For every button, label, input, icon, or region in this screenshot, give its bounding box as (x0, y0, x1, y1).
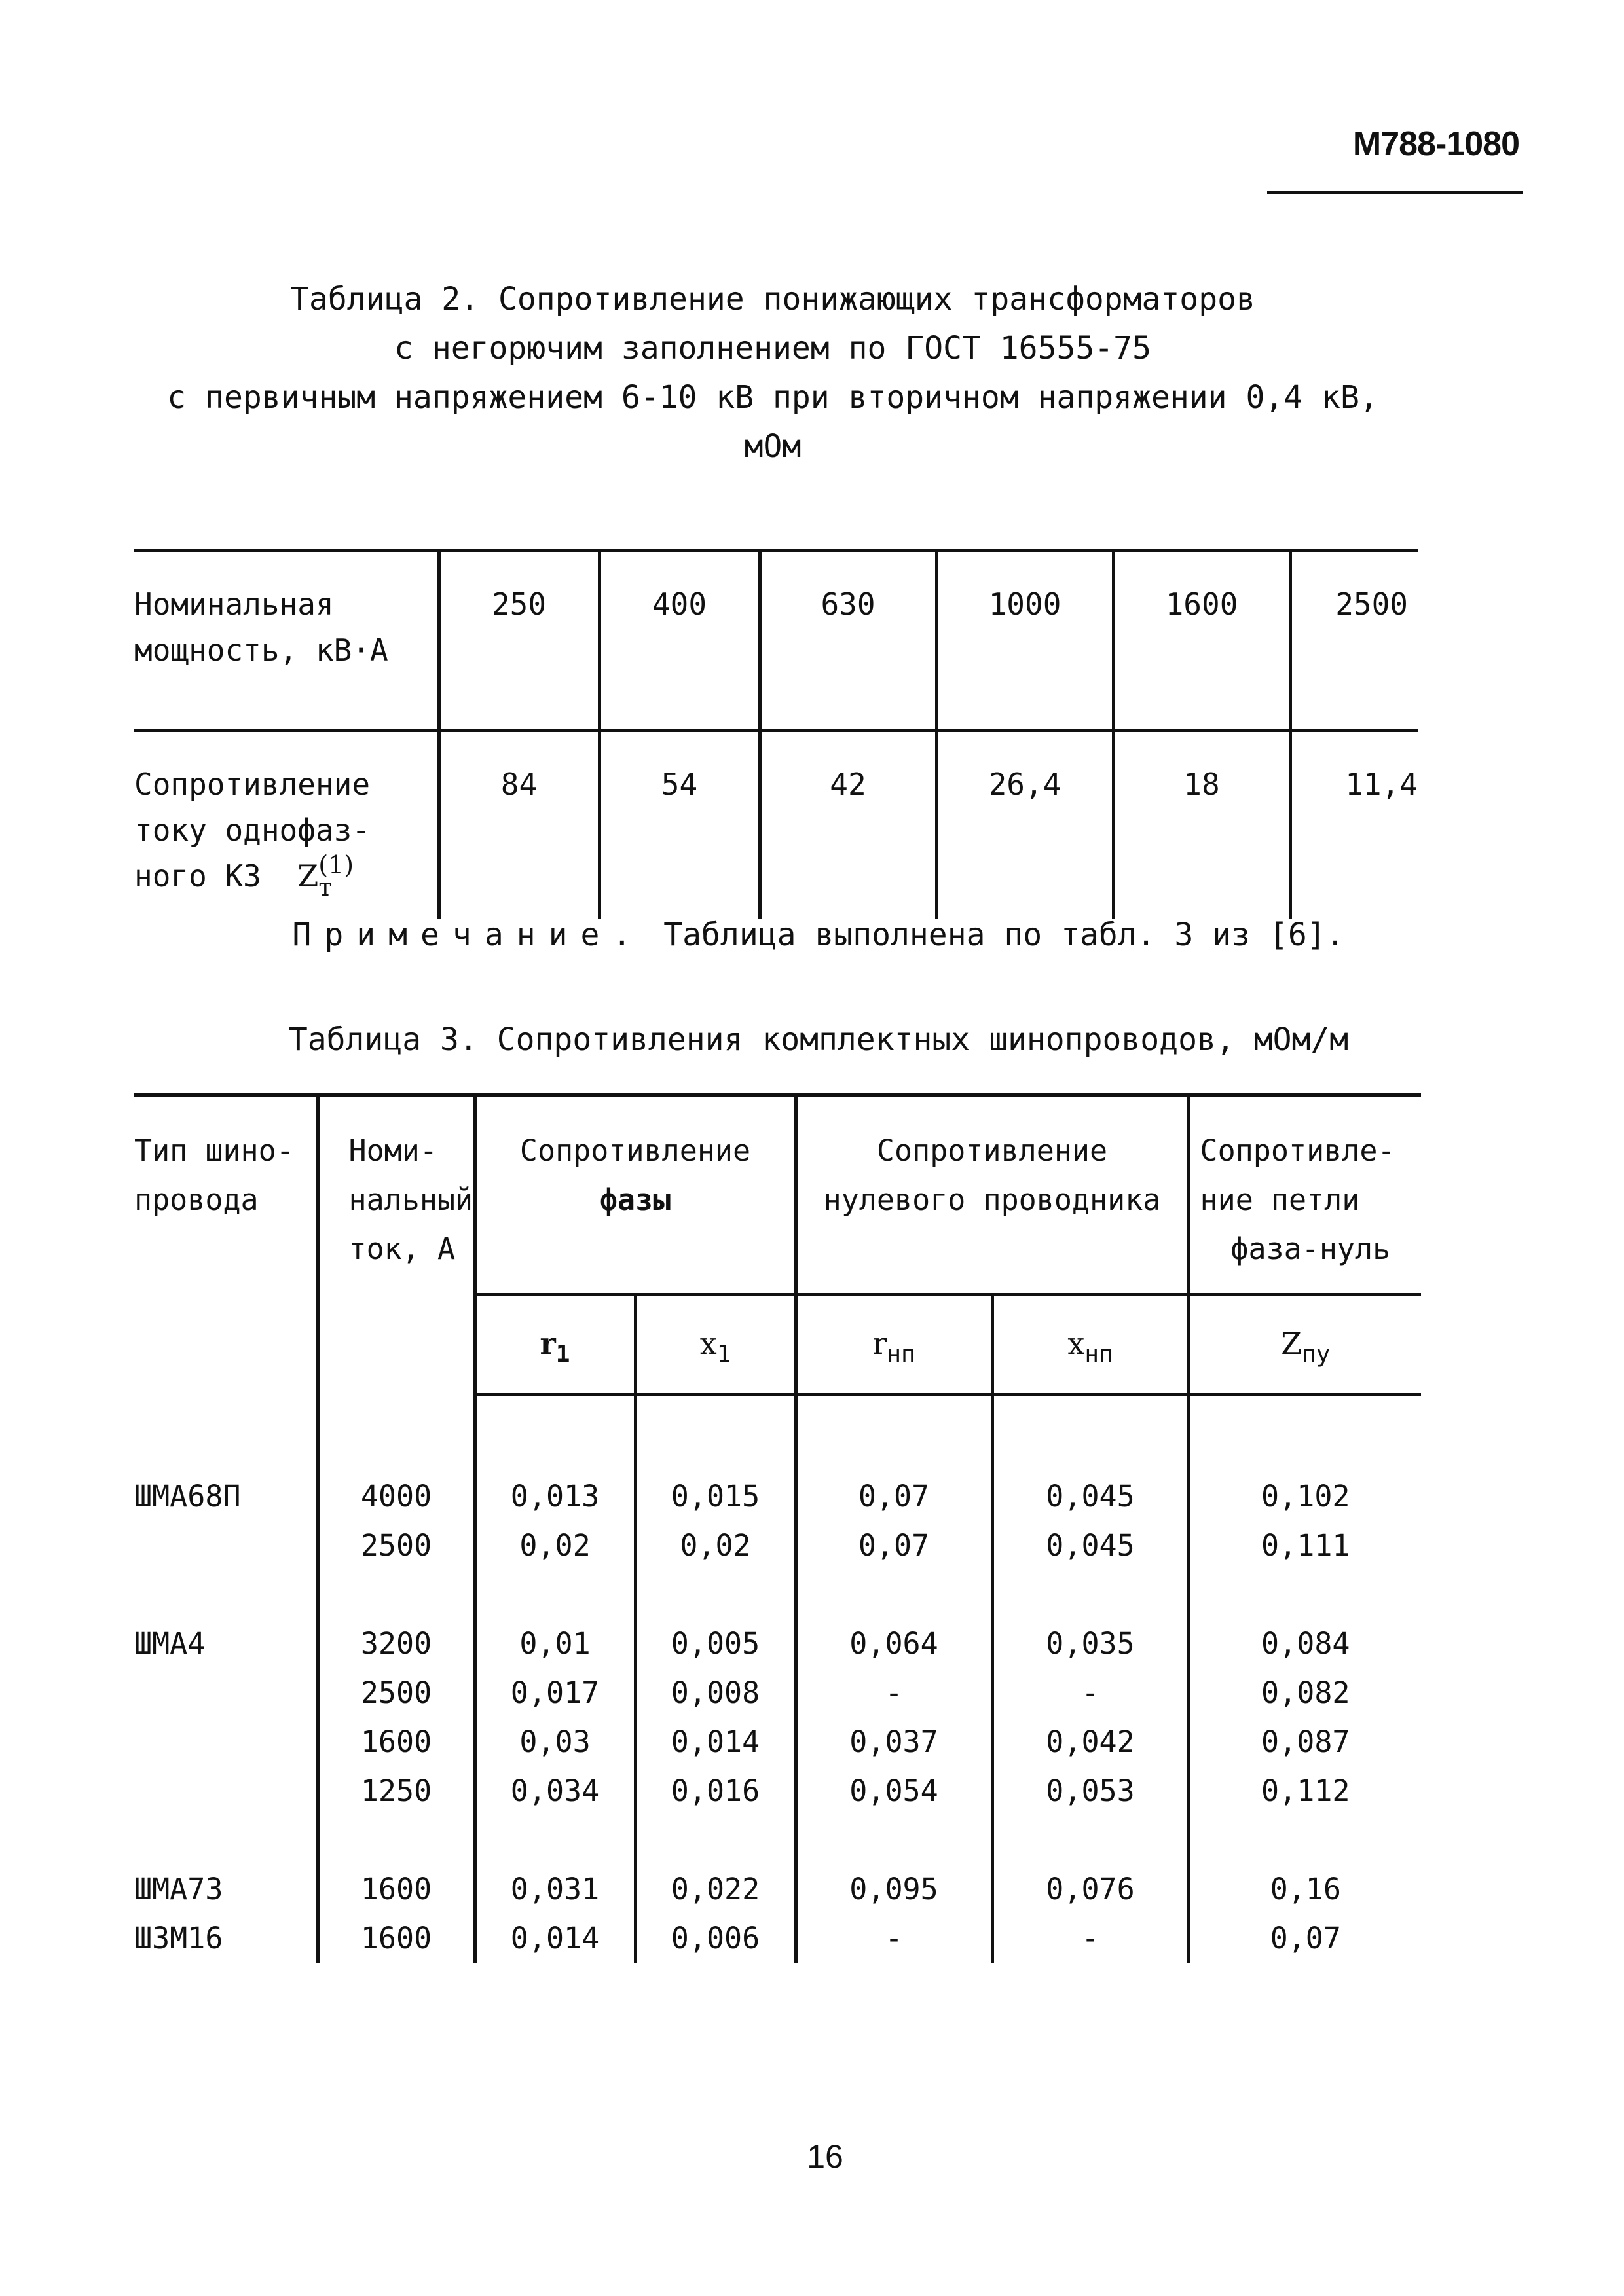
table2-title-line-4: мОм (744, 428, 802, 465)
table3-spacer-cell (635, 1395, 796, 1472)
rated-current-cell: 1600 (318, 1865, 475, 1914)
resistance-cell: 0,02 (475, 1521, 635, 1570)
resistance-cell: 0,053 (992, 1766, 1189, 1815)
rated-current-cell: 1600 (318, 1717, 475, 1766)
note-label: Примечание. (292, 917, 645, 953)
table2-title (98, 275, 1447, 471)
table-row (134, 1914, 1421, 1963)
table3-head-neutral-line: нулевого проводника (823, 1182, 1161, 1217)
table3-spacer-cell (992, 1395, 1189, 1472)
resistance-cell: 0,084 (1189, 1619, 1421, 1668)
table2-row-power-label (134, 551, 439, 731)
table3-head-type-line: провода (134, 1182, 259, 1217)
table-row (134, 1668, 1421, 1717)
resistance-cell: 0,082 (1189, 1668, 1421, 1717)
table3-spacer-cell (796, 1815, 992, 1865)
busbar-type: ШМА73 (134, 1872, 223, 1906)
table3-subhead-zpu: $Z_{пу}$ (1189, 1295, 1421, 1395)
table3-spacer-cell (1189, 1395, 1421, 1472)
table3-head-current-line: нальный (348, 1182, 473, 1217)
table3-spacer-cell (475, 1395, 635, 1472)
busbar-type: ШЗМ16 (134, 1921, 223, 1956)
table3-subhead-x1: $x_1$ (635, 1295, 796, 1395)
table-row (134, 1472, 1421, 1521)
resistance-cell: 0,006 (635, 1914, 796, 1963)
resistance-cell: - (796, 1914, 992, 1963)
resistance-cell: 0,014 (635, 1717, 796, 1766)
rated-current-cell: 2500 (318, 1668, 475, 1717)
table2-row-power-label-line: Номинальная (134, 587, 334, 622)
table3-spacer-cell (796, 1570, 992, 1619)
resistance-cell: 0,095 (796, 1865, 992, 1914)
busbar-type: ШМА68П (134, 1479, 241, 1514)
table2-title-line-1: Таблица 2. Сопротивление понижающих трансформаторов (290, 281, 1255, 318)
resistance-cell: 0,016 (635, 1766, 796, 1815)
table3-spacer-row (134, 1570, 1421, 1619)
table2-row-resistance-label (134, 731, 439, 919)
table2-cell: 1600 (1113, 551, 1290, 731)
table3-subhead-xnp: $x_{нп}$ (992, 1295, 1189, 1395)
table3-spacer-cell (475, 1815, 635, 1865)
table3-head-loop-line: фаза-нуль (1230, 1231, 1391, 1266)
busbar-type (134, 1766, 318, 1815)
table-row (134, 1865, 1421, 1914)
resistance-cell: 0,013 (475, 1472, 635, 1521)
note-text: Таблица выполнена по табл. 3 из [6]. (663, 917, 1345, 953)
table2-cell: 250 (439, 551, 599, 731)
resistance-cell: 0,005 (635, 1619, 796, 1668)
table2-cell: 2500 (1290, 551, 1418, 731)
resistance-cell: 0,16 (1189, 1865, 1421, 1914)
transformer-resistance-table (134, 549, 1418, 919)
table3-spacer-row (134, 1395, 1421, 1472)
table2-title-line-2: с негорючим заполнением по ГОСТ 16555-75 (394, 330, 1151, 367)
document-code-underline (1267, 191, 1522, 194)
resistance-cell: 0,02 (635, 1521, 796, 1570)
busbar-type (134, 1521, 318, 1570)
resistance-cell: 0,045 (992, 1521, 1189, 1570)
table-row (134, 1619, 1421, 1668)
table2-row-resistance-label-line: Сопротивление (134, 767, 371, 802)
table3-head-neutral-line: Сопротивление (876, 1133, 1108, 1168)
table2-row-resistance (134, 731, 1418, 919)
resistance-cell: 0,01 (475, 1619, 635, 1668)
table2-row-resistance-label-line: току однофаз- (134, 812, 371, 848)
rated-current-cell: 1250 (318, 1766, 475, 1815)
resistance-cell: - (992, 1914, 1189, 1963)
resistance-cell: 0,014 (475, 1914, 635, 1963)
resistance-cell: 0,034 (475, 1766, 635, 1815)
table3-spacer-cell (796, 1395, 992, 1472)
zt-symbol-indices (318, 850, 354, 902)
table3-spacer-cell (992, 1815, 1189, 1865)
table3-head-phase-line: фазы (599, 1182, 671, 1217)
table3-spacer-cell (134, 1395, 318, 1472)
resistance-cell: - (992, 1668, 1189, 1717)
table3-head-current (318, 1095, 475, 1395)
resistance-cell: 0,017 (475, 1668, 635, 1717)
table-row (134, 1717, 1421, 1766)
busbar-type (134, 1717, 318, 1766)
table2-note (98, 917, 1539, 953)
resistance-cell: 0,045 (992, 1472, 1189, 1521)
resistance-cell: - (796, 1668, 992, 1717)
table3-spacer-cell (134, 1570, 318, 1619)
table-row (134, 1521, 1421, 1570)
table3-spacer-cell (635, 1815, 796, 1865)
table3-head-phase (475, 1095, 796, 1295)
resistance-cell: 0,031 (475, 1865, 635, 1914)
resistance-cell: 0,008 (635, 1668, 796, 1717)
table3-body (134, 1395, 1421, 1963)
table2-cell: 54 (599, 731, 760, 919)
table3-title: Таблица 3. Сопротивления комплектных шинопроводов, мОм/м (288, 1021, 1349, 1058)
table2-cell: 1000 (936, 551, 1113, 731)
resistance-cell: 0,035 (992, 1619, 1189, 1668)
resistance-cell: 0,087 (1189, 1717, 1421, 1766)
table3-subhead-r1: $r_1$ (475, 1295, 635, 1395)
zt-symbol-sub: т (318, 873, 333, 902)
table2-cell: 26,4 (936, 731, 1113, 919)
table3-head-current-line: ток, А (348, 1231, 456, 1266)
document-code: М788-1080 (1352, 125, 1519, 163)
table3-head-loop (1189, 1095, 1421, 1295)
table3-head-type-line: Тип шино- (134, 1133, 294, 1168)
table3-spacer-cell (1189, 1570, 1421, 1619)
resistance-cell: 0,064 (796, 1619, 992, 1668)
table2-row-power-label-line: мощность, кВ·А (134, 632, 388, 668)
rated-current-cell: 2500 (318, 1521, 475, 1570)
table2-cell: 11,4 (1290, 731, 1418, 919)
table3-spacer-cell (318, 1395, 475, 1472)
resistance-cell: 0,07 (796, 1521, 992, 1570)
table3-spacer-cell (635, 1570, 796, 1619)
table2-cell: 400 (599, 551, 760, 731)
zt-symbol-base: Z (297, 858, 319, 894)
table-row (134, 1766, 1421, 1815)
table2-title-line-3: с первичным напряжением 6-10 кВ при вторичном напряжении 0,4 кВ, (167, 379, 1378, 416)
table2-cell: 18 (1113, 731, 1290, 919)
table2-row-power (134, 551, 1418, 731)
table3-spacer-cell (1189, 1815, 1421, 1865)
page-number: 16 (807, 2138, 843, 2175)
busbar-type: ШМА4 (134, 1626, 206, 1661)
table3-spacer-cell (318, 1815, 475, 1865)
table2-row-resistance-label-line (134, 850, 437, 902)
table3-spacer-cell (992, 1570, 1189, 1619)
resistance-cell: 0,037 (796, 1717, 992, 1766)
table3-spacer-cell (134, 1815, 318, 1865)
table3-spacer-row (134, 1815, 1421, 1865)
table2-cell: 42 (760, 731, 936, 919)
busbar-resistance-table (134, 1093, 1421, 1963)
table3-head-loop-line: ние петли (1200, 1182, 1360, 1217)
table2-cell: 630 (760, 551, 936, 731)
resistance-cell: 0,111 (1189, 1521, 1421, 1570)
table3-head-neutral (796, 1095, 1189, 1295)
table3-head-type (134, 1095, 318, 1395)
rated-current-cell: 4000 (318, 1472, 475, 1521)
table3-head-phase-line: Сопротивление (519, 1133, 751, 1168)
table3-head-current-line: Номи- (348, 1133, 437, 1168)
rated-current-cell: 1600 (318, 1914, 475, 1963)
resistance-cell: 0,102 (1189, 1472, 1421, 1521)
table2-cell: 84 (439, 731, 599, 919)
resistance-cell: 0,042 (992, 1717, 1189, 1766)
table3-header-row (134, 1095, 1421, 1295)
busbar-type (134, 1668, 318, 1717)
resistance-cell: 0,07 (796, 1472, 992, 1521)
resistance-cell: 0,022 (635, 1865, 796, 1914)
zt-symbol (297, 850, 354, 902)
table3-subhead-rnp: $r_{нп}$ (796, 1295, 992, 1395)
table3-spacer-cell (475, 1570, 635, 1619)
rated-current-cell: 3200 (318, 1619, 475, 1668)
table2-row-resistance-label-text: ного КЗ (134, 858, 261, 894)
resistance-cell: 0,054 (796, 1766, 992, 1815)
table3-spacer-cell (318, 1570, 475, 1619)
zt-symbol-sup: (1) (318, 850, 354, 879)
resistance-cell: 0,076 (992, 1865, 1189, 1914)
resistance-cell: 0,07 (1189, 1914, 1421, 1963)
resistance-cell: 0,03 (475, 1717, 635, 1766)
resistance-cell: 0,015 (635, 1472, 796, 1521)
table3-head-loop-line: Сопротивле- (1200, 1133, 1395, 1168)
resistance-cell: 0,112 (1189, 1766, 1421, 1815)
